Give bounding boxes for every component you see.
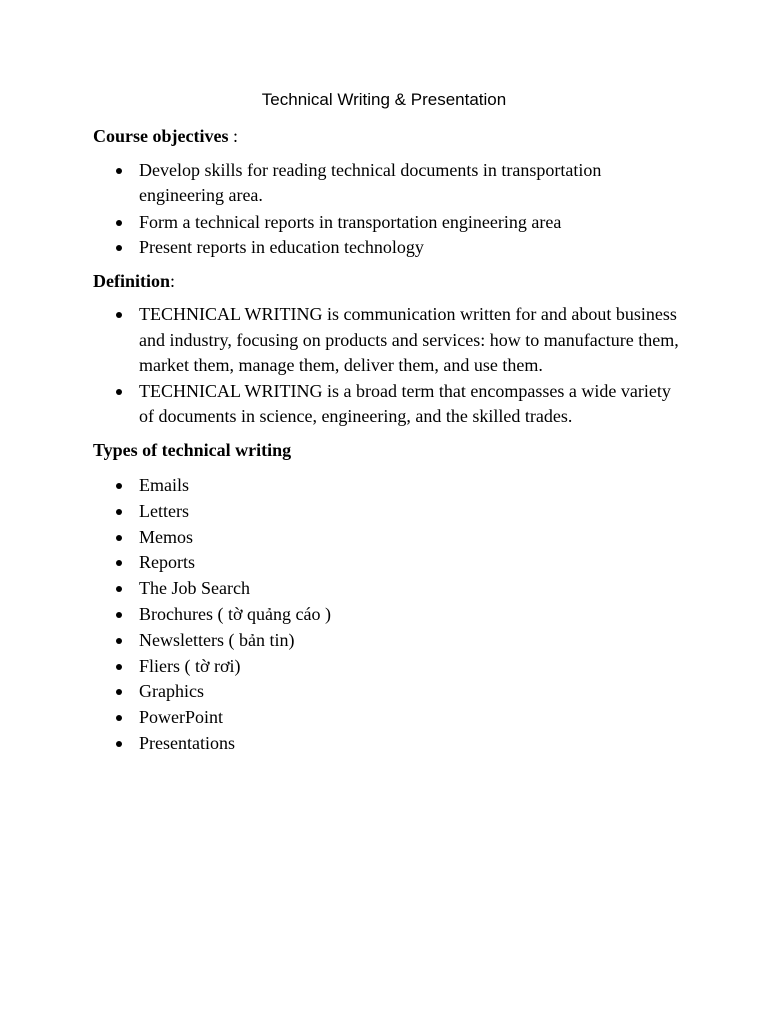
- list-item-text: Presentations: [139, 732, 235, 753]
- types-heading: [93, 438, 683, 464]
- bullet-icon: [116, 220, 122, 226]
- list-item: [93, 550, 683, 576]
- list-item: [93, 705, 683, 731]
- bullet-icon: [116, 509, 122, 515]
- list-item: [93, 602, 683, 628]
- list-item-text: TECHNICAL WRITING is communication written for and about business and industry, focusing on products and services: how to manufacture them, market them, manage them, deliver them, and use them.: [139, 304, 679, 375]
- document-body: [93, 124, 683, 765]
- list-item-text: The Job Search: [139, 578, 250, 599]
- types-list: [93, 473, 683, 757]
- list-item-text: Reports: [139, 552, 195, 573]
- list-item: [93, 158, 683, 209]
- list-item: [93, 731, 683, 757]
- objectives-heading-suffix: :: [228, 126, 238, 146]
- list-item-text: Emails: [139, 475, 189, 495]
- list-item: [93, 654, 683, 680]
- list-item: [93, 499, 683, 525]
- list-item-text: Form a technical reports in transportation engineering area: [139, 211, 562, 232]
- list-item-text: Newsletters ( bản tin): [139, 629, 295, 650]
- bullet-icon: [116, 389, 122, 395]
- list-item-text: Develop skills for reading technical documents in transportation engineering area.: [139, 159, 602, 205]
- bullet-icon: [116, 483, 122, 489]
- bullet-icon: [116, 586, 122, 592]
- bullet-icon: [116, 689, 122, 695]
- list-item: [93, 525, 683, 551]
- bullet-icon: [116, 535, 122, 541]
- bullet-icon: [116, 664, 122, 670]
- objectives-list: [93, 158, 683, 261]
- list-item-text: Brochures ( tờ quảng cáo ): [139, 603, 331, 624]
- list-item: [93, 576, 683, 602]
- list-item: [93, 210, 683, 236]
- list-item: [93, 473, 683, 499]
- list-item: [93, 302, 683, 379]
- list-item: [93, 628, 683, 654]
- objectives-heading: [93, 124, 683, 150]
- bullet-icon: [116, 638, 122, 644]
- list-item: [93, 379, 683, 430]
- document-title: Technical Writing & Presentation: [261, 90, 507, 109]
- list-item: [93, 235, 683, 261]
- list-item-text: Fliers ( tờ rơi): [139, 655, 241, 676]
- objectives-heading-label: Course objectives: [93, 126, 229, 146]
- bullet-icon: [116, 741, 122, 747]
- bullet-icon: [116, 312, 122, 318]
- list-item-text: Letters: [139, 500, 189, 521]
- bullet-icon: [116, 715, 122, 721]
- definition-heading: [93, 269, 683, 295]
- definition-heading-label: Definition: [93, 270, 171, 291]
- list-item: [93, 679, 683, 705]
- bullet-icon: [116, 168, 122, 174]
- list-item-text: Graphics: [139, 681, 204, 702]
- list-item-text: PowerPoint: [139, 707, 224, 728]
- definition-heading-suffix: :: [170, 270, 176, 291]
- definition-list: [93, 302, 683, 430]
- bullet-icon: [116, 560, 122, 566]
- types-heading-label: Types of technical writing: [93, 439, 292, 460]
- list-item-text: Present reports in education technology: [139, 237, 424, 257]
- list-item-text: TECHNICAL WRITING is a broad term that encompasses a wide variety of documents in science, engineering, and the skilled trades.: [139, 380, 671, 426]
- bullet-icon: [116, 612, 122, 618]
- bullet-icon: [116, 245, 122, 251]
- list-item-text: Memos: [139, 526, 193, 547]
